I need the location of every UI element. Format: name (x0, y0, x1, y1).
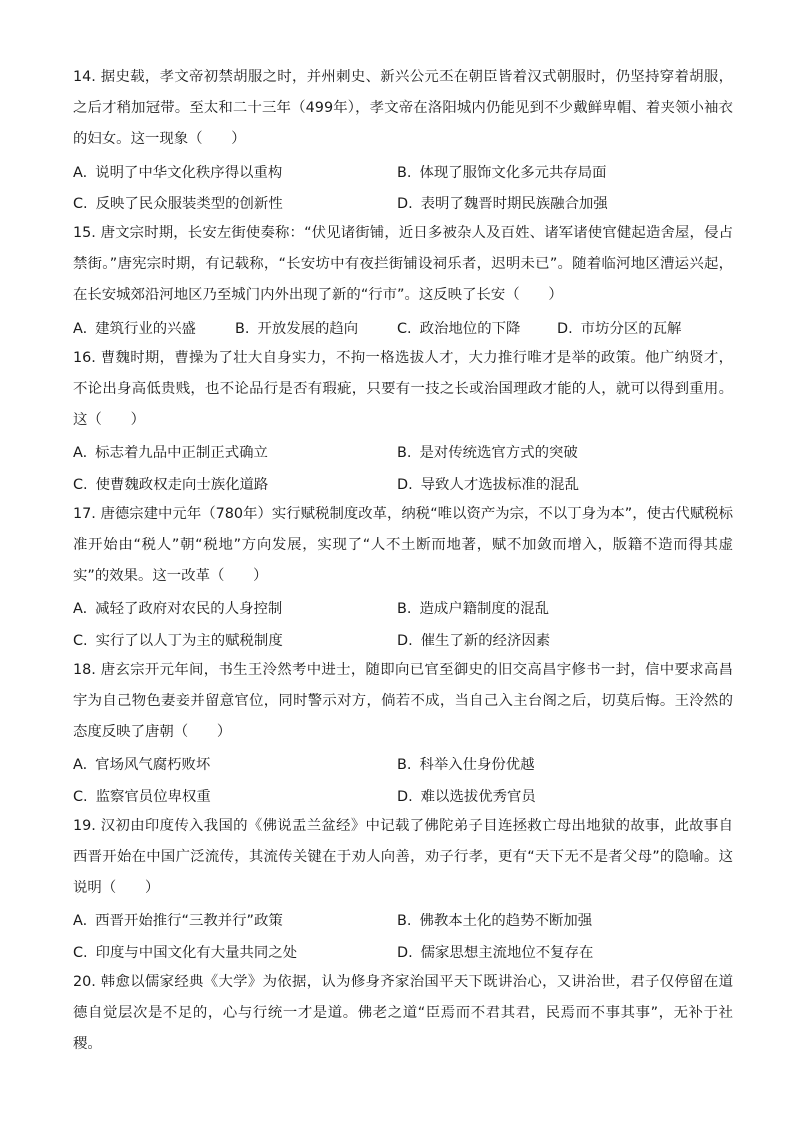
option-list (73, 436, 733, 498)
option-text: 西晋开始推行“三教并行”政策 (95, 913, 283, 930)
option-row (73, 936, 733, 967)
option-text: 体现了服饰文化多元共存局面 (419, 164, 607, 181)
option-b[interactable] (235, 317, 397, 338)
option-letter: B. (235, 320, 250, 337)
option-c[interactable] (73, 785, 397, 806)
option-letter: A. (73, 445, 88, 462)
option-letter: B. (397, 913, 412, 930)
question-stem: 19. 汉初由印度传入我国的《佛说盂兰盆经》中记载了佛陀弟子目连拯救亡母出地狱的故事，此故事自西晋开始在中国广泛流传，其流传关键在于劝人向善，劝子行孝，更有“天下无不是者父母”的隐喻。这说明（ ） (73, 817, 733, 897)
option-text: 减轻了政府对农民的人身控制 (95, 601, 283, 618)
option-b[interactable] (397, 753, 721, 774)
option-c[interactable] (73, 473, 397, 494)
option-a[interactable] (73, 597, 397, 618)
question-stem: 14. 据史载，孝文帝初禁胡服之时，并州刺史、新兴公元丕在朝臣皆着汉式朝服时，仍坚持穿着胡服，之后才稍加冠带。至太和二十三年（499年），孝文帝在洛阳城内仍能见到不少戴鲜卑帽、着夹领小袖衣的妇女。这一现象（ ） (73, 69, 733, 148)
option-text: 实行了以人丁为主的赋税制度 (95, 632, 283, 649)
option-c[interactable] (397, 317, 557, 338)
option-row (73, 187, 733, 218)
option-text: 反映了民众服装类型的创新性 (95, 195, 283, 212)
option-a[interactable] (73, 441, 397, 462)
option-b[interactable] (397, 909, 721, 930)
option-list (73, 748, 733, 810)
option-row (73, 436, 733, 467)
question-stem: 18. 唐玄宗开元年间，书生王泠然考中进士，随即向已官至御史的旧交高昌宇修书一封，信中要求高昌宇为自己物色妻妾并留意官位，同时警示对方，倘若不成，当自己入主台阁之后，切莫后悔。王泠然的态度反映了唐朝（ ） (73, 661, 733, 741)
question-stem: 17. 唐德宗建中元年（780年）实行赋税制度改革，纳税“唯以资产为宗，不以丁身为本”，使古代赋税标准开始由“税人”朝“税地”方向发展，实现了“人不土断而地著，赋不加敛而增入，版籍不造而得其虚实”的效果。这一改革（ ） (73, 505, 733, 585)
option-text: 是对传统选官方式的突破 (419, 445, 578, 462)
option-a[interactable] (73, 161, 397, 182)
option-letter: C. (73, 788, 88, 805)
option-list (73, 156, 733, 218)
option-d[interactable] (397, 785, 721, 806)
option-row (73, 624, 733, 655)
option-row (73, 904, 733, 935)
question-18 (73, 655, 733, 811)
option-text: 监察官员位卑权重 (95, 788, 211, 805)
option-d[interactable] (397, 192, 721, 213)
option-letter: B. (397, 601, 412, 618)
option-letter: C. (73, 632, 88, 649)
option-b[interactable] (397, 597, 721, 618)
question-16 (73, 343, 733, 499)
option-text: 政治地位的下降 (419, 320, 521, 337)
option-list (73, 312, 733, 343)
option-text: 说明了中华文化秩序得以重构 (95, 164, 283, 181)
option-text: 表明了魏晋时期民族融合加强 (420, 195, 608, 212)
option-letter: C. (397, 320, 412, 337)
option-letter: A. (73, 757, 88, 774)
option-b[interactable] (397, 441, 721, 462)
option-text: 儒家思想主流地位不复存在 (420, 944, 594, 961)
option-row (73, 156, 733, 187)
option-text: 开放发展的趋向 (257, 320, 359, 337)
option-row (73, 780, 733, 811)
option-letter: C. (73, 944, 88, 961)
option-text: 导致人才选拔标准的混乱 (420, 476, 579, 493)
question-list (73, 62, 733, 1060)
option-letter: A. (73, 320, 88, 337)
option-text: 标志着九品中正制正式确立 (95, 445, 268, 462)
option-letter: D. (557, 320, 573, 337)
option-letter: A. (73, 601, 88, 618)
option-row (73, 748, 733, 779)
question-stem: 16. 曹魏时期，曹操为了壮大自身实力，不拘一格选拔人才，大力推行唯才是举的政策。他广纳贤才，不论出身高低贵贱，也不论品行是否有瑕疵，只要有一技之长或治国理政才能的人，就可以得到重用。这（ ） (73, 349, 733, 429)
option-letter: D. (397, 195, 413, 212)
option-text: 使曹魏政权走向士族化道路 (95, 476, 269, 493)
option-c[interactable] (73, 941, 397, 962)
option-a[interactable] (73, 317, 235, 338)
option-letter: B. (397, 757, 412, 774)
option-text: 市坊分区的瓦解 (580, 320, 682, 337)
option-d[interactable] (557, 317, 717, 338)
option-letter: D. (397, 944, 413, 961)
option-text: 佛教本土化的趋势不断加强 (419, 913, 593, 930)
option-text: 印度与中国文化有大量共同之处 (95, 944, 298, 961)
question-19 (73, 811, 733, 967)
question-20 (73, 967, 733, 1061)
option-text: 催生了新的经济因素 (420, 632, 551, 649)
option-list (73, 904, 733, 966)
option-letter: A. (73, 164, 88, 181)
question-15 (73, 218, 733, 343)
option-d[interactable] (397, 473, 721, 494)
option-b[interactable] (397, 161, 721, 182)
option-letter: D. (397, 788, 413, 805)
option-list (73, 592, 733, 654)
option-text: 科举入仕身份优越 (419, 757, 535, 774)
option-row (73, 468, 733, 499)
option-d[interactable] (397, 629, 721, 650)
option-c[interactable] (73, 629, 397, 650)
option-letter: B. (397, 164, 412, 181)
question-stem: 20. 韩愈以儒家经典《大学》为依据，认为修身齐家治国平天下既讲治心，又讲治世，君子仅停留在道德自觉层次是不足的，心与行统一才是道。佛老之道“臣焉而不君其君，民焉而不事其事”，无补于社稷。 (73, 973, 733, 1053)
question-17 (73, 499, 733, 655)
option-text: 难以选拔优秀官员 (420, 788, 536, 805)
question-14 (73, 62, 733, 218)
option-c[interactable] (73, 192, 397, 213)
option-letter: D. (397, 476, 413, 493)
option-row (73, 592, 733, 623)
option-letter: B. (397, 445, 412, 462)
question-stem: 15. 唐文宗时期，长安左街使奏称：“伏见诸街铺，近日多被杂人及百姓、诸军诸使官健起造舍屋，侵占禁街。”唐宪宗时期，有记载称，“长安坊中有夜拦街铺设祠乐者，迟明未已”。随着临河地区漕运兴起，在长安城郊沿河地区乃至城门内外出现了新的“行市”。这反映了长安（ ） (73, 224, 733, 304)
option-row (73, 312, 733, 343)
option-letter: C. (73, 476, 88, 493)
option-letter: C. (73, 195, 88, 212)
option-letter: D. (397, 632, 413, 649)
option-a[interactable] (73, 909, 397, 930)
option-letter: A. (73, 913, 88, 930)
option-text: 官场风气腐朽败坏 (95, 757, 211, 774)
option-text: 建筑行业的兴盛 (95, 320, 196, 337)
option-text: 造成户籍制度的混乱 (419, 601, 549, 618)
option-a[interactable] (73, 753, 397, 774)
option-d[interactable] (397, 941, 721, 962)
